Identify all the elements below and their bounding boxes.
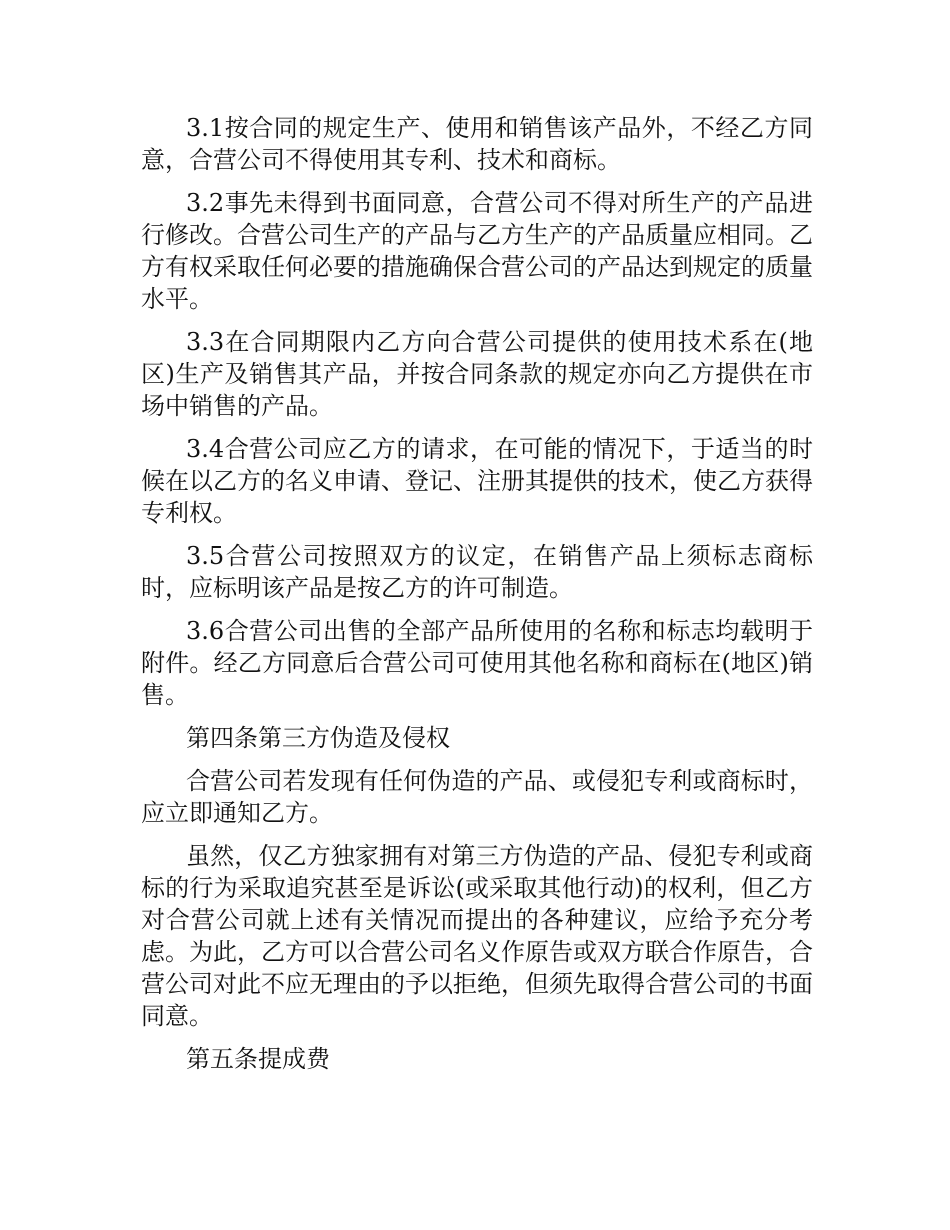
section-heading-article-4: 第四条第三方伪造及侵权 — [186, 724, 450, 752]
paragraph-3-5: 3.5合营公司按照双方的议定，在销售产品上须标志商标时，应标明该产品是按乙方的许可制造。 — [141, 542, 813, 602]
document-body — [141, 112, 813, 1086]
paragraph-3-3: 3.3在合同期限内乙方向合营公司提供的使用技术系在(地区)生产及销售其产品，并按合同条款的规定亦向乙方提供在市场中销售的产品。 — [141, 328, 813, 420]
paragraph-3-2: 3.2事先未得到书面同意，合营公司不得对所生产的产品进行修改。合营公司生产的产品与乙方生产的产品质量应相同。乙方有权采取任何必要的措施确保合营公司的产品达到规定的质量水平。 — [141, 189, 813, 313]
paragraph-3-1: 3.1按合同的规定生产、使用和销售该产品外，不经乙方同意，合营公司不得使用其专利、技术和商标。 — [141, 114, 813, 174]
paragraph-4-notify: 合营公司若发现有任何伪造的产品、或侵犯专利或商标时，应立即通知乙方。 — [141, 767, 813, 827]
paragraph-4-rights: 虽然，仅乙方独家拥有对第三方伪造的产品、侵犯专利或商标的行为采取追究甚至是诉讼(或采取其他行动)的权利，但乙方对合营公司就上述有关情况而提出的各种建议，应给予充分考虑。为此，乙方可以合营公司名义作原告或双方联合作原告，合营公司对此不应无理由的予以拒绝，但须先取得合营公司的书面同意。 — [141, 842, 813, 1030]
paragraph-3-6: 3.6合营公司出售的全部产品所使用的名称和标志均载明于附件。经乙方同意后合营公司可使用其他名称和商标在(地区)销售。 — [141, 617, 813, 709]
paragraph-3-4: 3.4合营公司应乙方的请求，在可能的情况下，于适当的时候在以乙方的名义申请、登记、注册其提供的技术，使乙方获得专利权。 — [141, 435, 813, 527]
section-heading-article-5: 第五条提成费 — [186, 1045, 330, 1073]
